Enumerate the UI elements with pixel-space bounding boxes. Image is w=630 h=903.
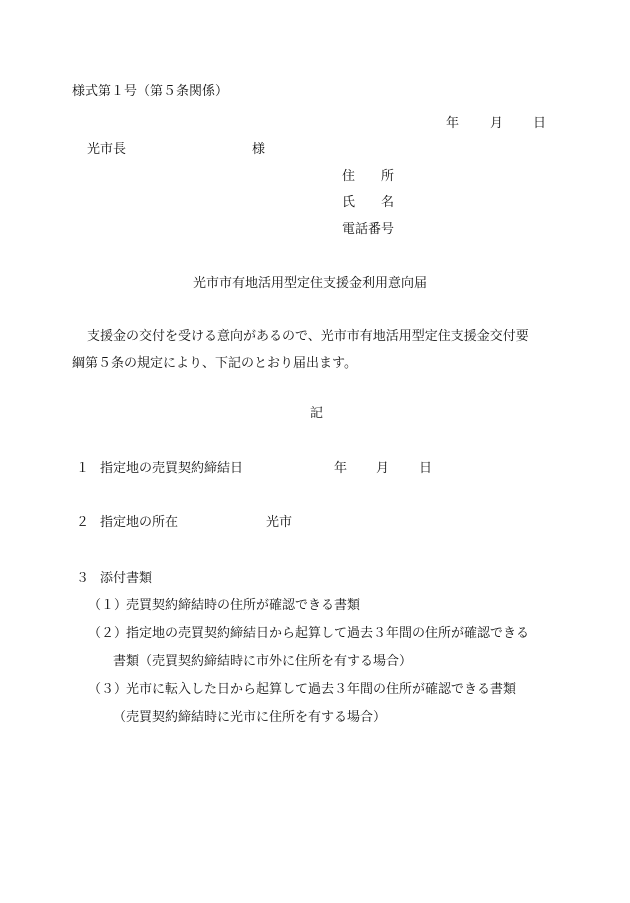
date-day: 日 (533, 116, 547, 131)
item-2-number: ２ (76, 515, 90, 530)
name-label: 氏 名 (342, 195, 395, 210)
addressee-honorific: 様 (252, 142, 266, 157)
date-year: 年 (446, 116, 460, 131)
item-1-number: １ (76, 461, 90, 476)
item-2-value: 光市 (266, 515, 293, 530)
item-3-sub-3-continuation: （売買契約締結時に光市に住所を有する場合） (113, 710, 387, 725)
item-3-sub-1-number: （１） (88, 598, 128, 613)
item-3-sub-2-continuation: 書類（売買契約締結時に市外に住所を有する場合） (113, 654, 413, 669)
item-2-label: 指定地の所在 (100, 515, 179, 530)
item-3-sub-1-text: 売買契約締結時の住所が確認できる書類 (126, 598, 361, 613)
document-title: 光市市有地活用型定住支援金利用意向届 (193, 276, 428, 291)
body-line-2: 綱第５条の規定により、下記のとおり届出ます。 (72, 356, 357, 371)
form-number: 様式第１号（第５条関係） (72, 84, 229, 99)
item-3-sub-3-number: （３） (88, 682, 128, 697)
item-1-day: 日 (419, 461, 433, 476)
item-3-sub-2-number: （２） (88, 626, 128, 641)
address-label: 住 所 (342, 169, 395, 184)
item-3-sub-3-text: 光市に転入した日から起算して過去３年間の住所が確認できる書類 (126, 682, 517, 697)
date-month: 月 (490, 116, 504, 131)
phone-label: 電話番号 (342, 222, 395, 237)
item-1-month: 月 (376, 461, 390, 476)
item-1-year: 年 (334, 461, 348, 476)
item-3-sub-2-text: 指定地の売買契約締結日から起算して過去３年間の住所が確認できる (126, 626, 530, 641)
item-3-label: 添付書類 (100, 571, 153, 586)
ki-heading: 記 (310, 406, 324, 421)
body-line-1: 支援金の交付を受ける意向があるので、光市市有地活用型定住支援金交付要 (87, 329, 529, 344)
item-1-label: 指定地の売買契約締結日 (100, 461, 244, 476)
item-3-number: ３ (76, 571, 90, 586)
addressee-name: 光市長 (87, 142, 127, 157)
